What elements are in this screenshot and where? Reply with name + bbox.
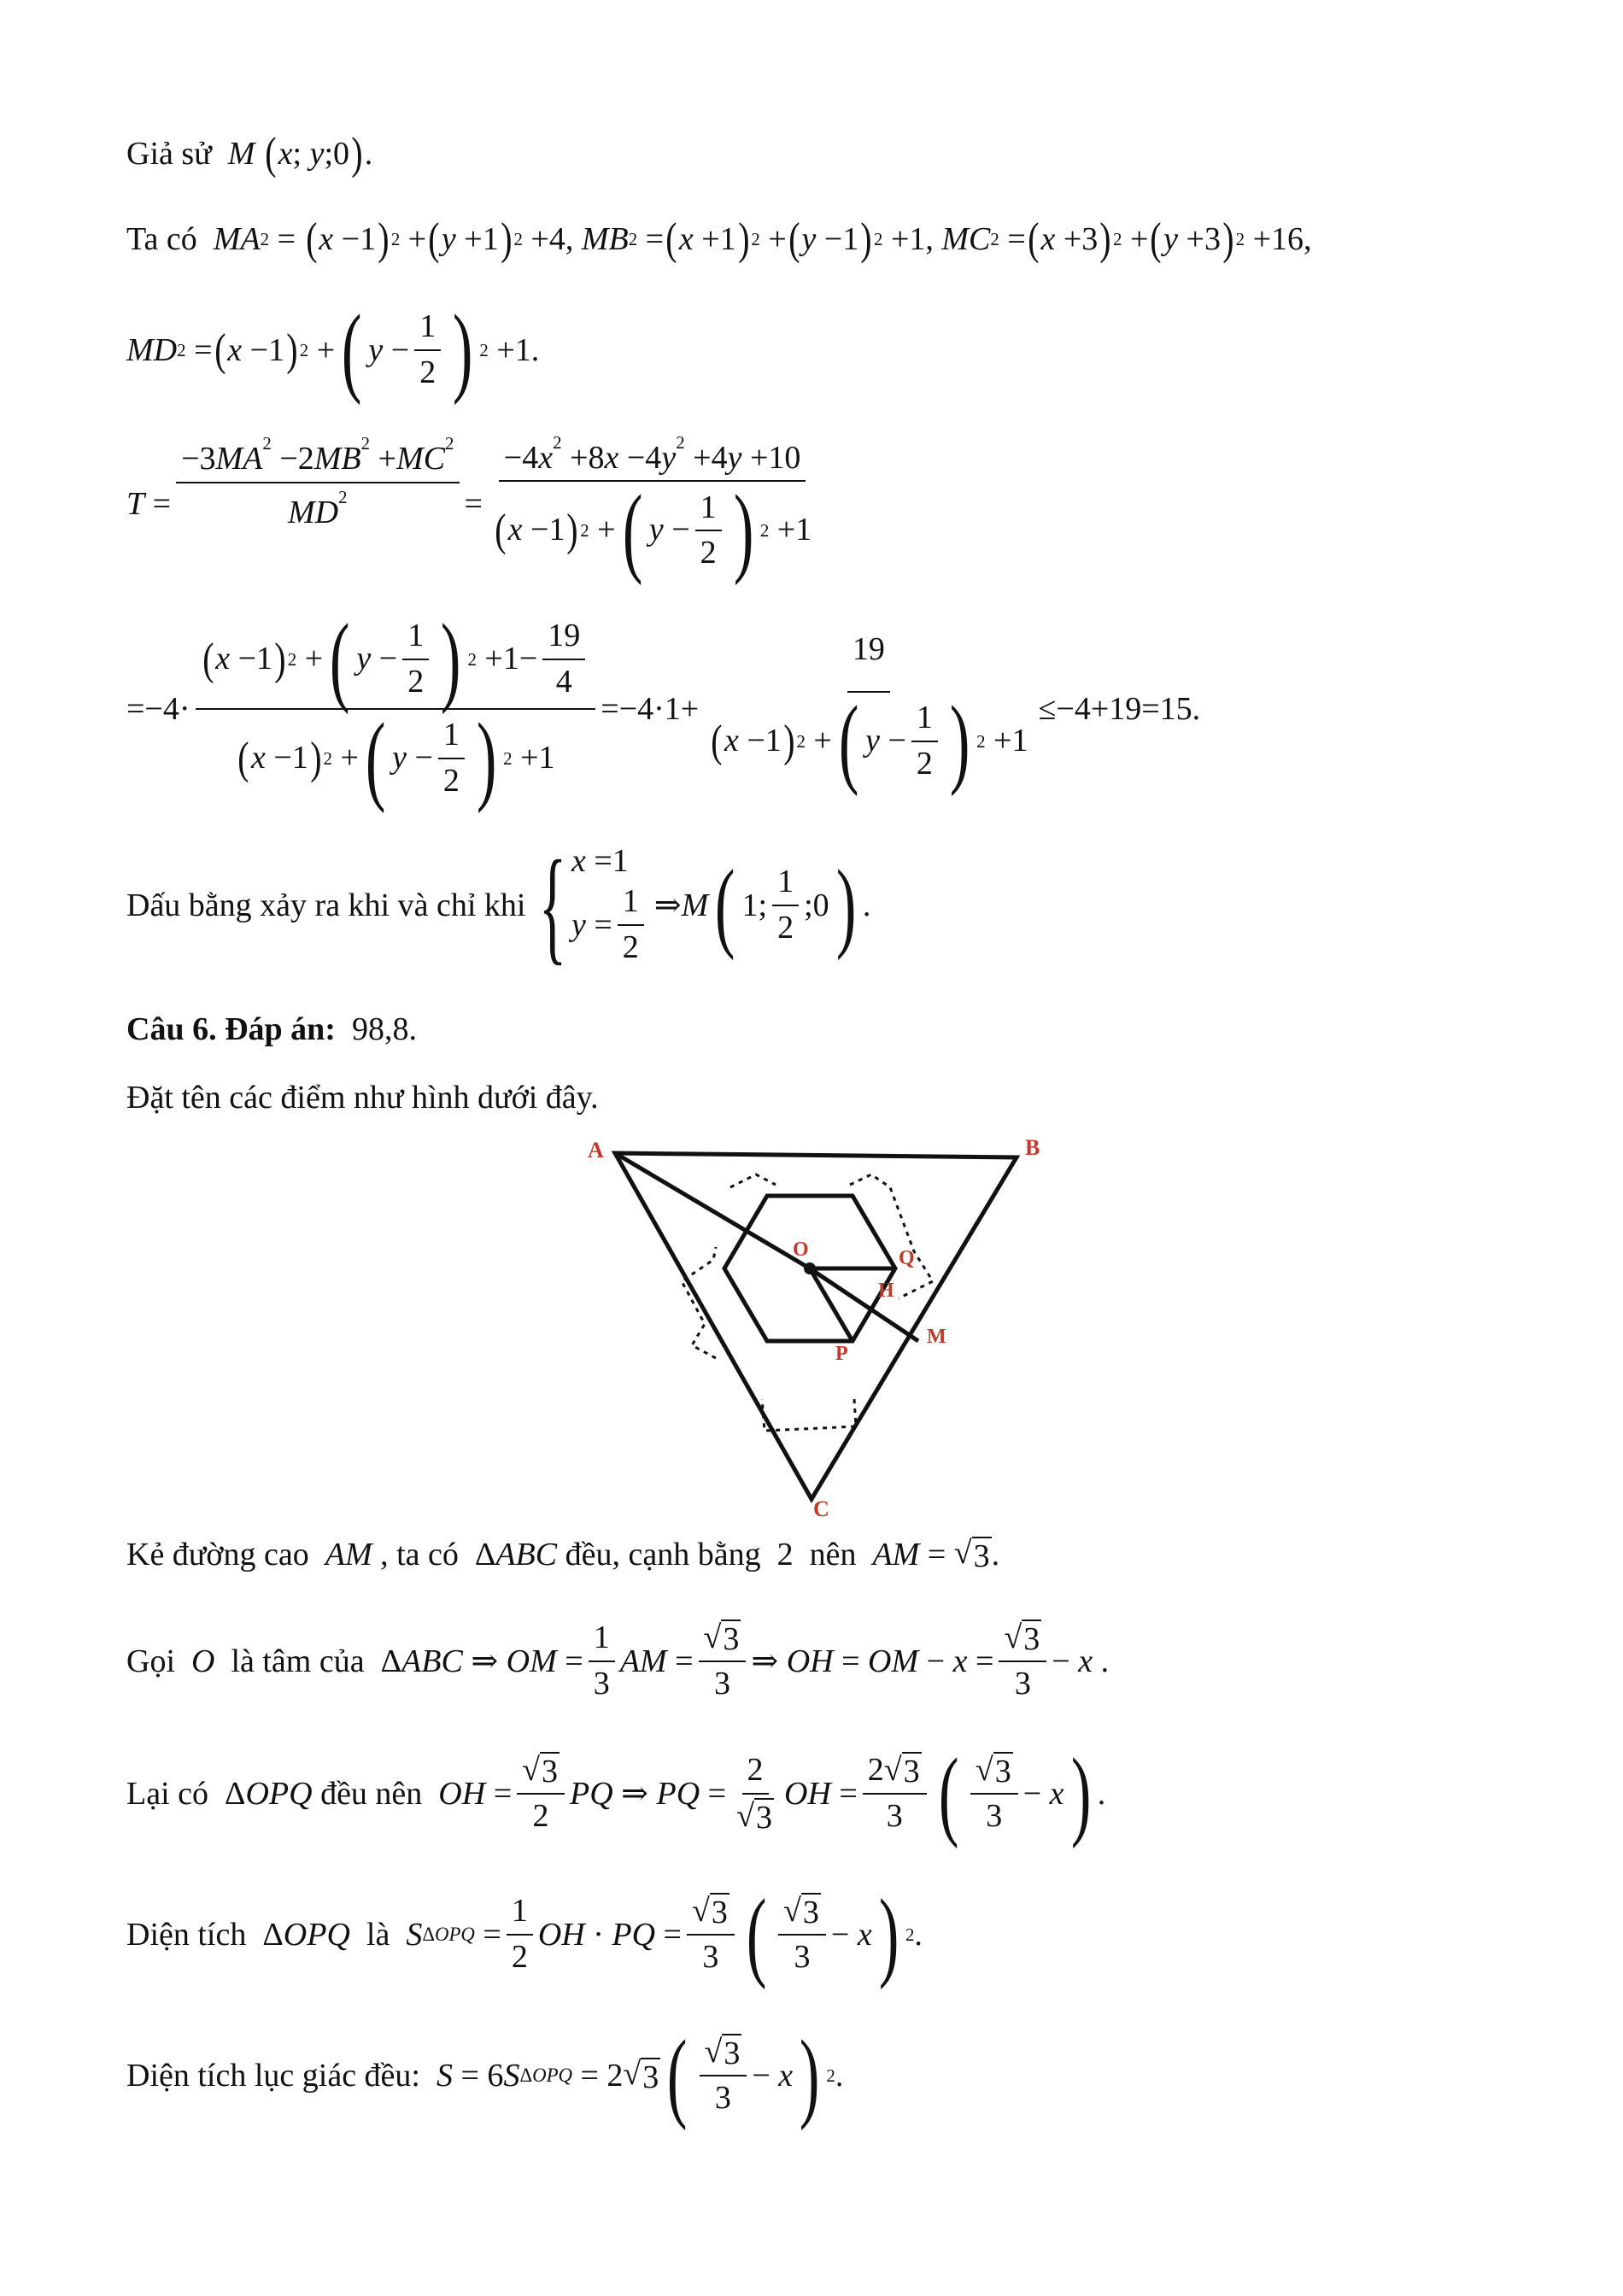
triangle-ABC xyxy=(615,1153,1017,1499)
label-A: A xyxy=(588,1138,604,1163)
text-ta-co: Ta có xyxy=(126,221,197,257)
line-AO xyxy=(615,1153,810,1268)
text-ta-co-2: , ta có xyxy=(380,1537,459,1573)
label-M: M xyxy=(927,1326,946,1348)
question-label: Câu 6. Đáp án: xyxy=(126,1011,336,1047)
point-O xyxy=(804,1262,816,1274)
line-altitude: Kẻ đường cao AM , ta có Δ ABC đều, cạnh bằng 2 nên AM = √ 3 . xyxy=(126,1535,1000,1574)
text-figure-intro: Đặt tên các điểm như hình dưới đây. xyxy=(126,1080,599,1116)
label-H: H xyxy=(878,1280,894,1302)
label-Q: Q xyxy=(899,1247,915,1269)
frac-T1: $\frac{-3MA^2 -2MB^2 +MC^2}{MD^2}$ xyxy=(176,433,459,574)
text-nen: nên xyxy=(809,1537,857,1573)
text-goi: Gọi xyxy=(126,1643,175,1679)
label-C: C xyxy=(813,1496,829,1520)
frac-T4: 19 ( x −1 ) 2 + ( y − $\frac{1}{2}$ ) 2 +1 xyxy=(711,631,1028,797)
line-equality: Dấu bằng xảy ra khi và chỉ khi { x =1 y = $\frac{1}{2}$ ⇒ M ( 1; $\frac{1}{2}$ ;0 ) . xyxy=(126,835,871,976)
line-area-OPQ: Diện tích Δ OPQ là S ΔOPQ = $\frac{1}{2}$ OH · PQ = √ 3 3 ( √ 3 3 − x ) 2 . xyxy=(126,1878,923,1990)
line-OM xyxy=(810,1268,918,1341)
answer-value: 98,8 xyxy=(351,1011,409,1047)
text-deu-canh: đều, cạnh bằng xyxy=(565,1537,761,1573)
text-dau-bang: Dấu bằng xảy ra khi và chỉ khi xyxy=(126,887,526,923)
line-T-def: T = $\frac{-3MA^2 -2MB^2 +MC^2}{MD^2}$ = $-4x^2 +8x -4y^2 +4y +10$ ( x −1 ) 2 + ( y − $\frac{1}{2}$ ) 2 +1 xyxy=(126,423,822,585)
frac-T3: ( x −1 ) 2 + ( y − $\frac{1}{2}$ ) 2 +1− $\frac{19}{4}$ ( x −1 ) 2 + ( y − $\frac{1}{2}$ ) 2 +1 xyxy=(196,614,596,804)
line-figure-intro xyxy=(126,1076,599,1119)
text-dien-tich-luc-giac: Diện tích lục giác đều: xyxy=(126,2058,420,2094)
text-la-tam: là tâm của xyxy=(231,1643,365,1679)
line-area-hexagon: Diện tích lục giác đều: S = 6 S ΔOPQ = 2 √ 3 ( √ 3 3 − x ) 2 . xyxy=(126,2019,844,2131)
label-B: B xyxy=(1025,1135,1040,1160)
line-centroid: Gọi O là tâm của Δ ABC ⇒ OM = $\frac{1}{3}$ AM = √ 3 3 ⇒ OH = OM − x = √ 3 3 − x . xyxy=(126,1620,1110,1702)
text-lai-co: Lại có xyxy=(126,1776,209,1812)
line-OPQ: Lại có Δ OPQ đều nên OH = √ 3 2 PQ ⇒ PQ = 2 √ 3 OH = 2√ 3 3 ( √ 3 3 − x ) . xyxy=(126,1737,1106,1849)
text-la: là xyxy=(366,1917,390,1953)
frac-T2: $-4x^2 +8x -4y^2 +4y +10$ ( x −1 ) 2 + ( y − $\frac{1}{2}$ ) 2 +1 xyxy=(495,431,812,587)
label-O: O xyxy=(793,1239,809,1261)
label-P: P xyxy=(835,1343,848,1365)
text-ke-duong-cao: Kẻ đường cao xyxy=(126,1537,309,1573)
line-MD: MD 2 = ( x −1 ) 2 + ( y − $\frac{1}{2}$ ) 2 +1. xyxy=(126,294,540,406)
text-deu-nen: đều nên xyxy=(320,1776,423,1812)
line-OP xyxy=(810,1268,853,1341)
line-assume-M: Giả sử M ( x ; y ;0 ) . xyxy=(126,128,373,179)
line-cau-6: Câu 6. Đáp án: 98,8 . xyxy=(126,1011,417,1047)
geometry-figure xyxy=(564,1128,1076,1520)
line-distances: Ta có MA 2 = ( x −1 ) 2 + ( y +1 ) 2 +4, MB 2 = ( x +1 ) 2 + ( y −1 ) 2 +1, MC 2 = ( x +3 ) 2 + ( y +3 ) 2 +16, xyxy=(126,214,1312,265)
text-dien-tich: Diện tích xyxy=(126,1917,247,1953)
text-gia-su: Giả sử xyxy=(126,136,212,172)
line-T-bound: =−4· ( x −1 ) 2 + ( y − $\frac{1}{2}$ ) 2 +1− $\frac{19}{4}$ ( x −1 ) 2 + ( y − $\frac{1}{2}$ ) 2 +1 =−4·1+ 19 ( x −1 ) 2 + ( y − $\frac{1}{2}$ ) 2 +1 ≤−4+19=15. xyxy=(126,603,1201,814)
